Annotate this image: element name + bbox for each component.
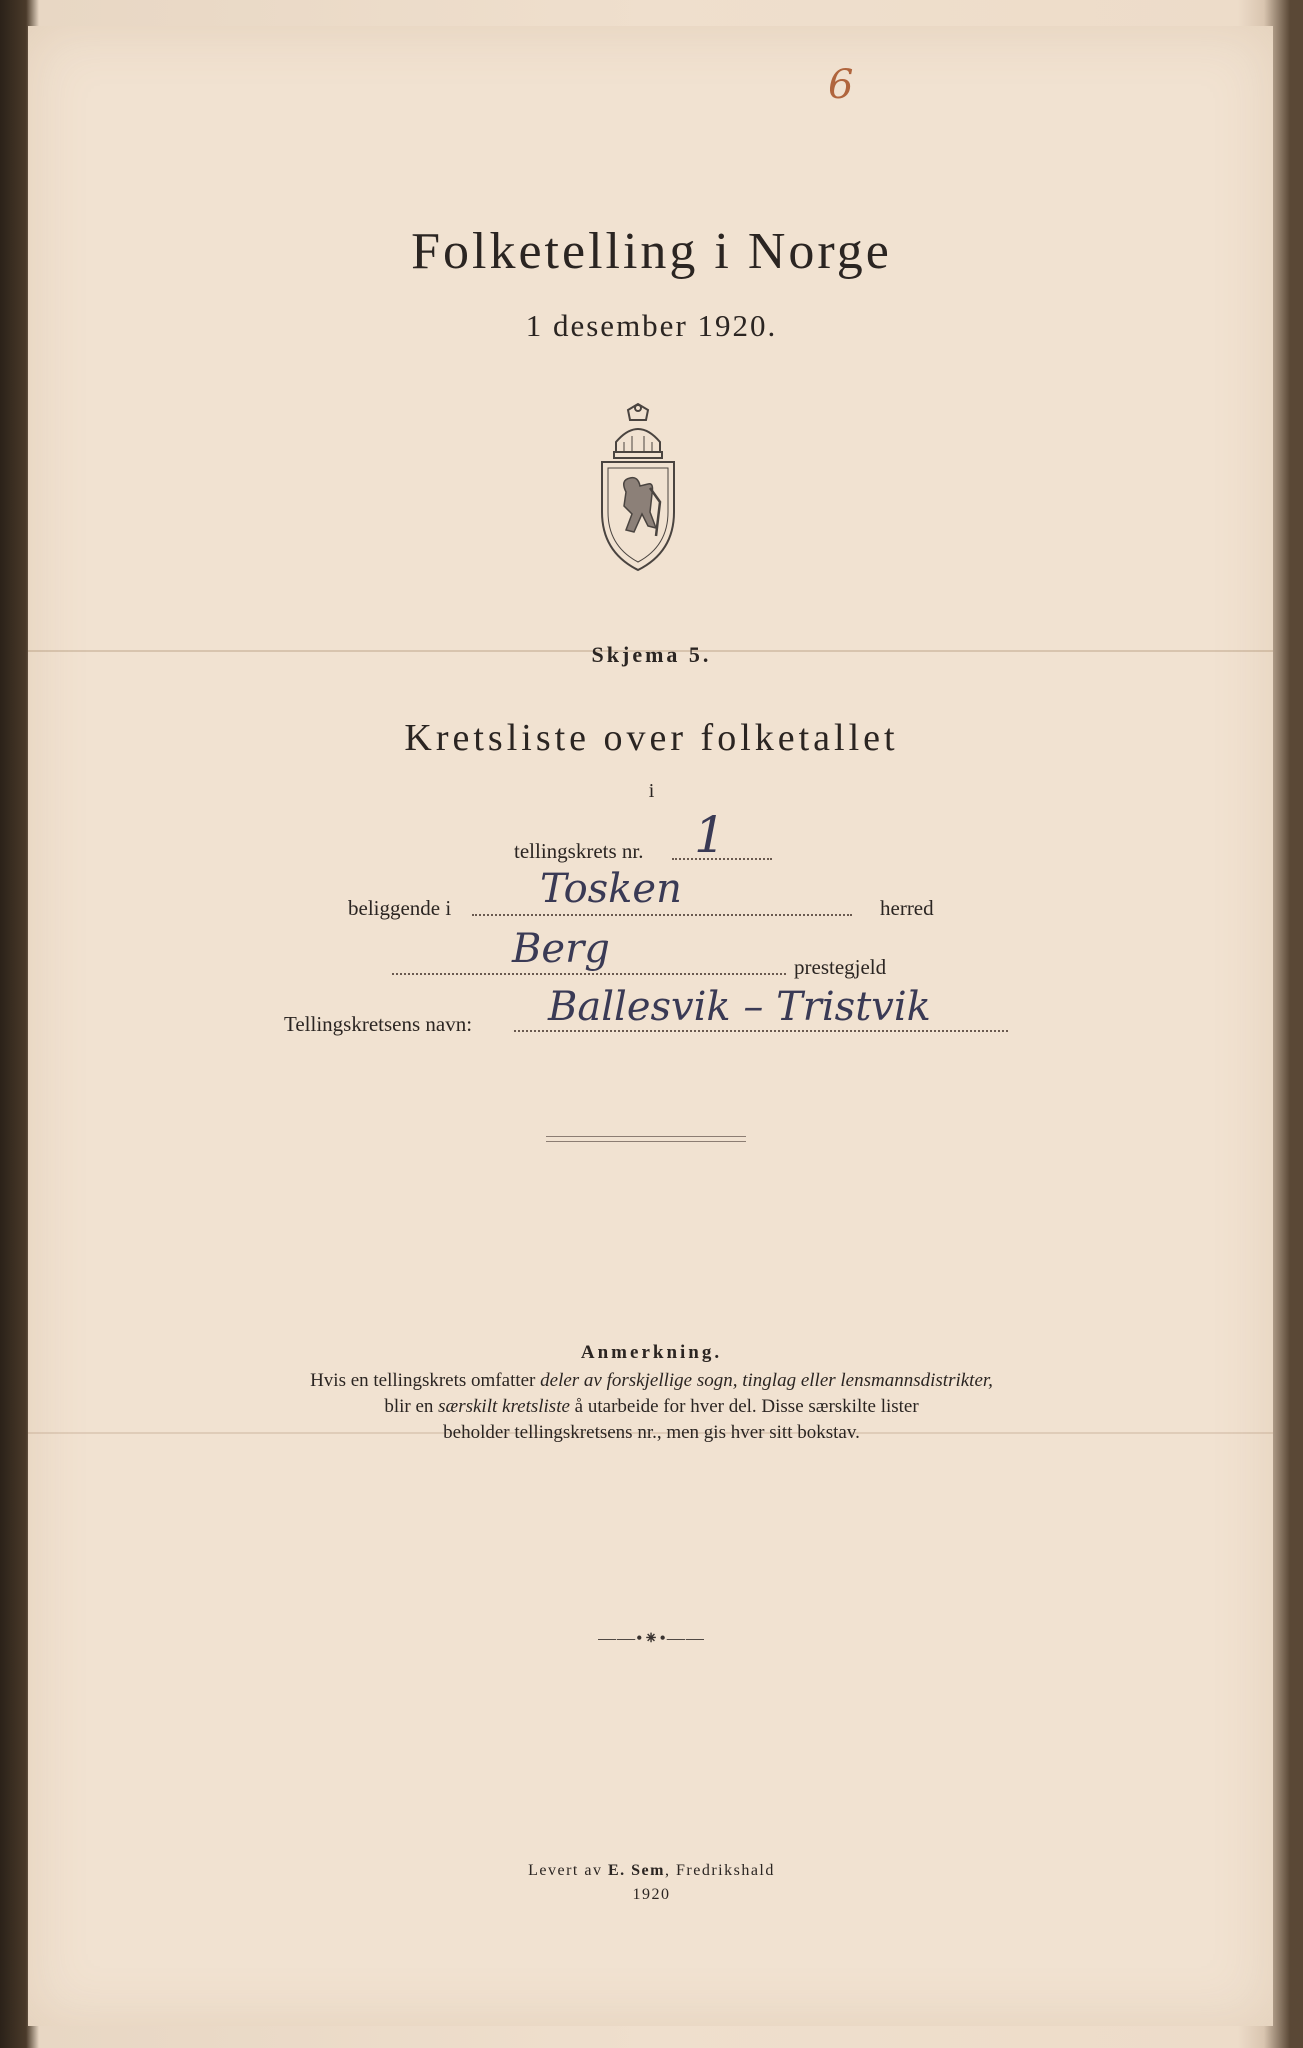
census-date: 1 desember 1920. [525,308,778,343]
printer-imprint: Levert av E. Sem, Fredrikshald [528,1862,775,1879]
schema-number: Skjema 5. [591,642,712,667]
note-line-3: beholder tellingskretsens nr., men gis hver sitt bokstav. [443,1422,860,1443]
page-number-mark: 6 [828,62,854,108]
note-line-2: blir en særskilt kretsliste å utarbeide for hver del. Disse særskilte lister [384,1396,919,1417]
tellingskrets-label: tellingskrets nr. [514,839,644,863]
beliggende-label: beliggende i [348,896,452,920]
norwegian-coat-of-arms-icon [590,402,686,574]
navn-value: Ballesvik – Tristvik [548,984,931,1030]
note-line-1: Hvis en tellingskrets omfatter deler av forskjellige sogn, tinglag eller lensmannsdistrikter, [310,1370,993,1391]
prestegjeld-line [392,973,786,975]
herred-label: herred [880,896,934,920]
prestegjeld-label: prestegjeld [794,955,887,979]
note-heading: Anmerkning. [580,1342,723,1363]
navn-label: Tellingskretsens navn: [284,1012,473,1036]
printer-year: 1920 [632,1886,671,1903]
document-title: Folketelling i Norge [411,223,892,280]
beliggende-line [472,914,852,916]
note-body [0,1368,1303,1446]
divider-rule [546,1141,746,1142]
tellingskrets-value: 1 [694,806,726,864]
navn-line [514,1030,1008,1032]
ornament-divider: ——•⁕•—— [598,1628,705,1648]
beliggende-value: Tosken [540,866,682,912]
divider-rule [546,1136,746,1137]
connector-word: i [648,780,655,802]
prestegjeld-value: Berg [512,926,610,972]
document-subtitle: Kretsliste over folketallet [404,717,899,759]
